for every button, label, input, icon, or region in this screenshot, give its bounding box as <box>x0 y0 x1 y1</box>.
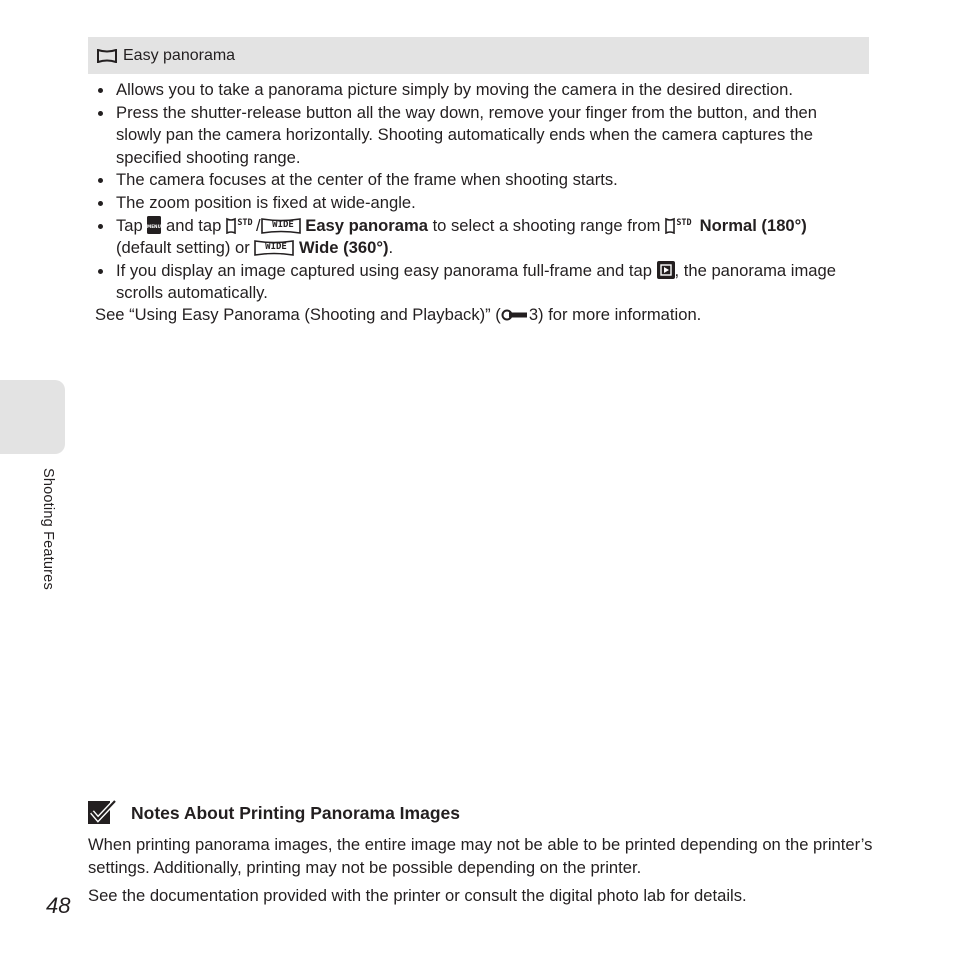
panorama-icon <box>97 49 117 63</box>
panorama-normal-icon <box>665 216 695 234</box>
list-item: The camera focuses at the center of the frame when shooting starts. <box>95 169 855 192</box>
notes-heading: Notes About Printing Panorama Images <box>88 800 460 826</box>
reference-note: See “Using Easy Panorama (Shooting and Playback)” ( 3) for more information. <box>95 305 702 324</box>
section-title: Easy panorama <box>123 46 236 64</box>
panorama-normal-icon <box>226 216 256 234</box>
notes-paragraph: When printing panorama images, the entire image may not be able to be printed depending on the printer’s settings. Additionally, printing may not be possible depending on the printer. <box>88 835 873 877</box>
notes-paragraph: See the documentation provided with the printer or consult the digital photo lab for details. <box>88 886 747 905</box>
section-header <box>88 37 869 74</box>
svg-text:WIDE: WIDE <box>271 219 294 230</box>
list-item: Allows you to take a panorama picture simply by moving the camera in the desired direction. <box>95 79 855 102</box>
check-icon <box>88 800 118 826</box>
list-item: Tap MENU and tap STD / WIDE Easy panorama to select a shooting range from STD Normal (180°) (default setting) or WIDE Wide (360°). <box>95 215 855 260</box>
panorama-wide-icon <box>261 216 301 234</box>
list-item: Press the shutter-release button all the way down, remove your finger from the button, and then slowly pan the camera horizontally. Shooting automatically ends when the camera captures the specified shooting range. <box>95 102 855 170</box>
svg-text:WIDE: WIDE <box>265 242 288 253</box>
reference-icon <box>501 307 529 323</box>
chapter-label: Shooting Features <box>40 468 56 590</box>
svg-text:STD: STD <box>237 217 253 228</box>
chapter-tab <box>0 380 65 454</box>
page-number: 48 <box>46 893 71 918</box>
svg-text:MENU: MENU <box>147 223 162 229</box>
feature-list <box>95 79 855 305</box>
list-item: The zoom position is fixed at wide-angle. <box>95 192 855 215</box>
list-item: If you display an image captured using easy panorama full-frame and tap , the panorama image scrolls automatically. <box>95 260 855 305</box>
svg-text:STD: STD <box>676 217 692 228</box>
playback-icon <box>657 261 675 279</box>
panorama-wide-icon <box>254 238 294 256</box>
menu-icon <box>147 216 161 234</box>
